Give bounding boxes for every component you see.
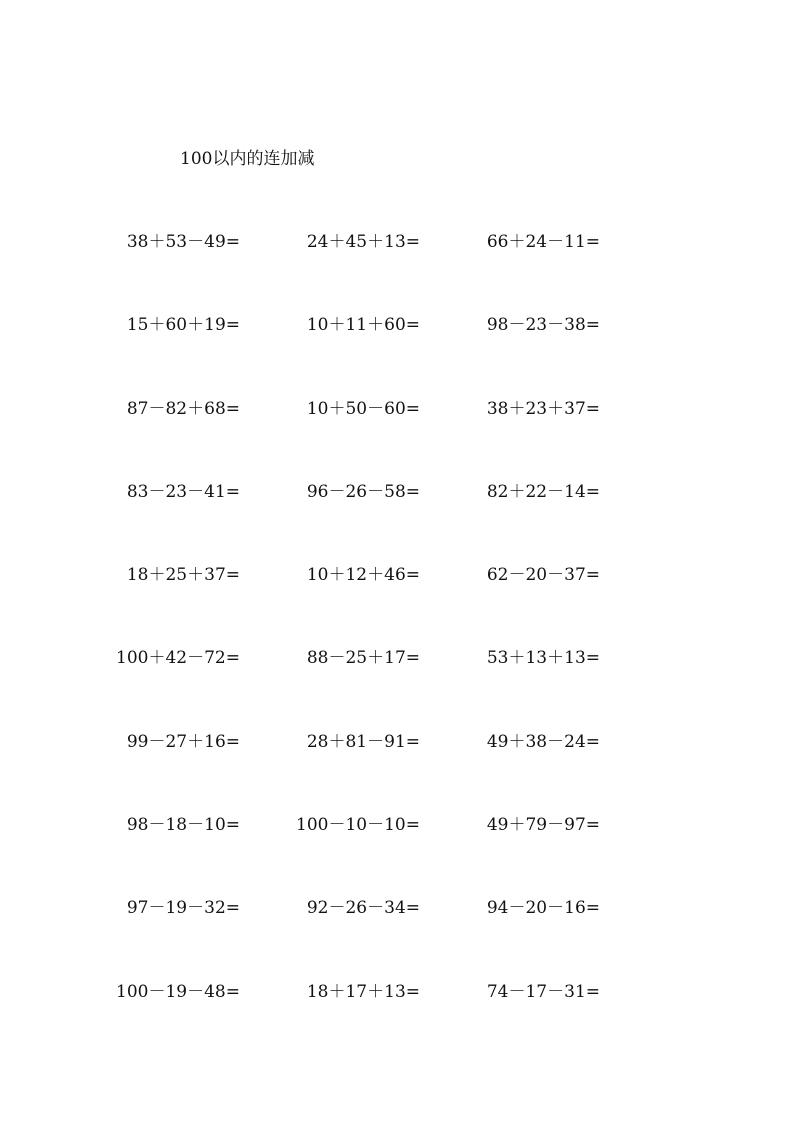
problem-row xyxy=(0,980,794,1063)
problem-item: 10＋12＋46= xyxy=(306,565,420,586)
problem-item: 94－20－16= xyxy=(486,898,600,919)
problem-item: 87－82＋68= xyxy=(126,398,240,419)
problem-item: 83－23－41= xyxy=(126,481,240,502)
problem-item: 18＋17＋13= xyxy=(306,981,420,1002)
problem-item: 53＋13＋13= xyxy=(486,648,600,669)
problem-item: 96－26－58= xyxy=(306,481,420,502)
problem-item: 88－25＋17= xyxy=(306,648,420,669)
problem-item: 74－17－31= xyxy=(486,981,600,1002)
problem-grid xyxy=(0,230,794,1063)
problem-row xyxy=(0,313,794,396)
problem-row xyxy=(0,480,794,563)
problem-row xyxy=(0,896,794,979)
problem-item: 62－20－37= xyxy=(486,565,600,586)
problem-item: 15＋60＋19= xyxy=(126,315,240,336)
problem-item: 38＋23＋37= xyxy=(486,398,600,419)
problem-item: 100＋42－72= xyxy=(116,648,240,669)
problem-item: 99－27＋16= xyxy=(126,731,240,752)
problem-item: 28＋81－91= xyxy=(306,731,420,752)
problem-item: 98－23－38= xyxy=(486,315,600,336)
problem-row xyxy=(0,563,794,646)
problem-row xyxy=(0,230,794,313)
problem-item: 66＋24－11= xyxy=(486,232,600,252)
problem-item: 49＋38－24= xyxy=(486,731,600,752)
problem-item: 38＋53－49= xyxy=(126,232,240,252)
problem-row xyxy=(0,813,794,896)
problem-row xyxy=(0,730,794,813)
problem-row xyxy=(0,397,794,480)
problem-item: 98－18－10= xyxy=(126,815,240,836)
problem-item: 97－19－32= xyxy=(126,898,240,919)
worksheet-title: 100以内的连加减 xyxy=(180,149,315,169)
problem-item: 100－10－10= xyxy=(296,815,420,836)
problem-item: 10＋50－60= xyxy=(306,398,420,419)
problem-row xyxy=(0,646,794,729)
problem-item: 24＋45＋13= xyxy=(306,232,420,252)
problem-item: 82＋22－14= xyxy=(486,481,600,502)
problem-item: 49＋79－97= xyxy=(486,815,600,836)
problem-item: 92－26－34= xyxy=(306,898,420,919)
problem-item: 100－19－48= xyxy=(116,981,240,1002)
problem-item: 18＋25＋37= xyxy=(126,565,240,586)
problem-item: 10＋11＋60= xyxy=(306,315,420,336)
